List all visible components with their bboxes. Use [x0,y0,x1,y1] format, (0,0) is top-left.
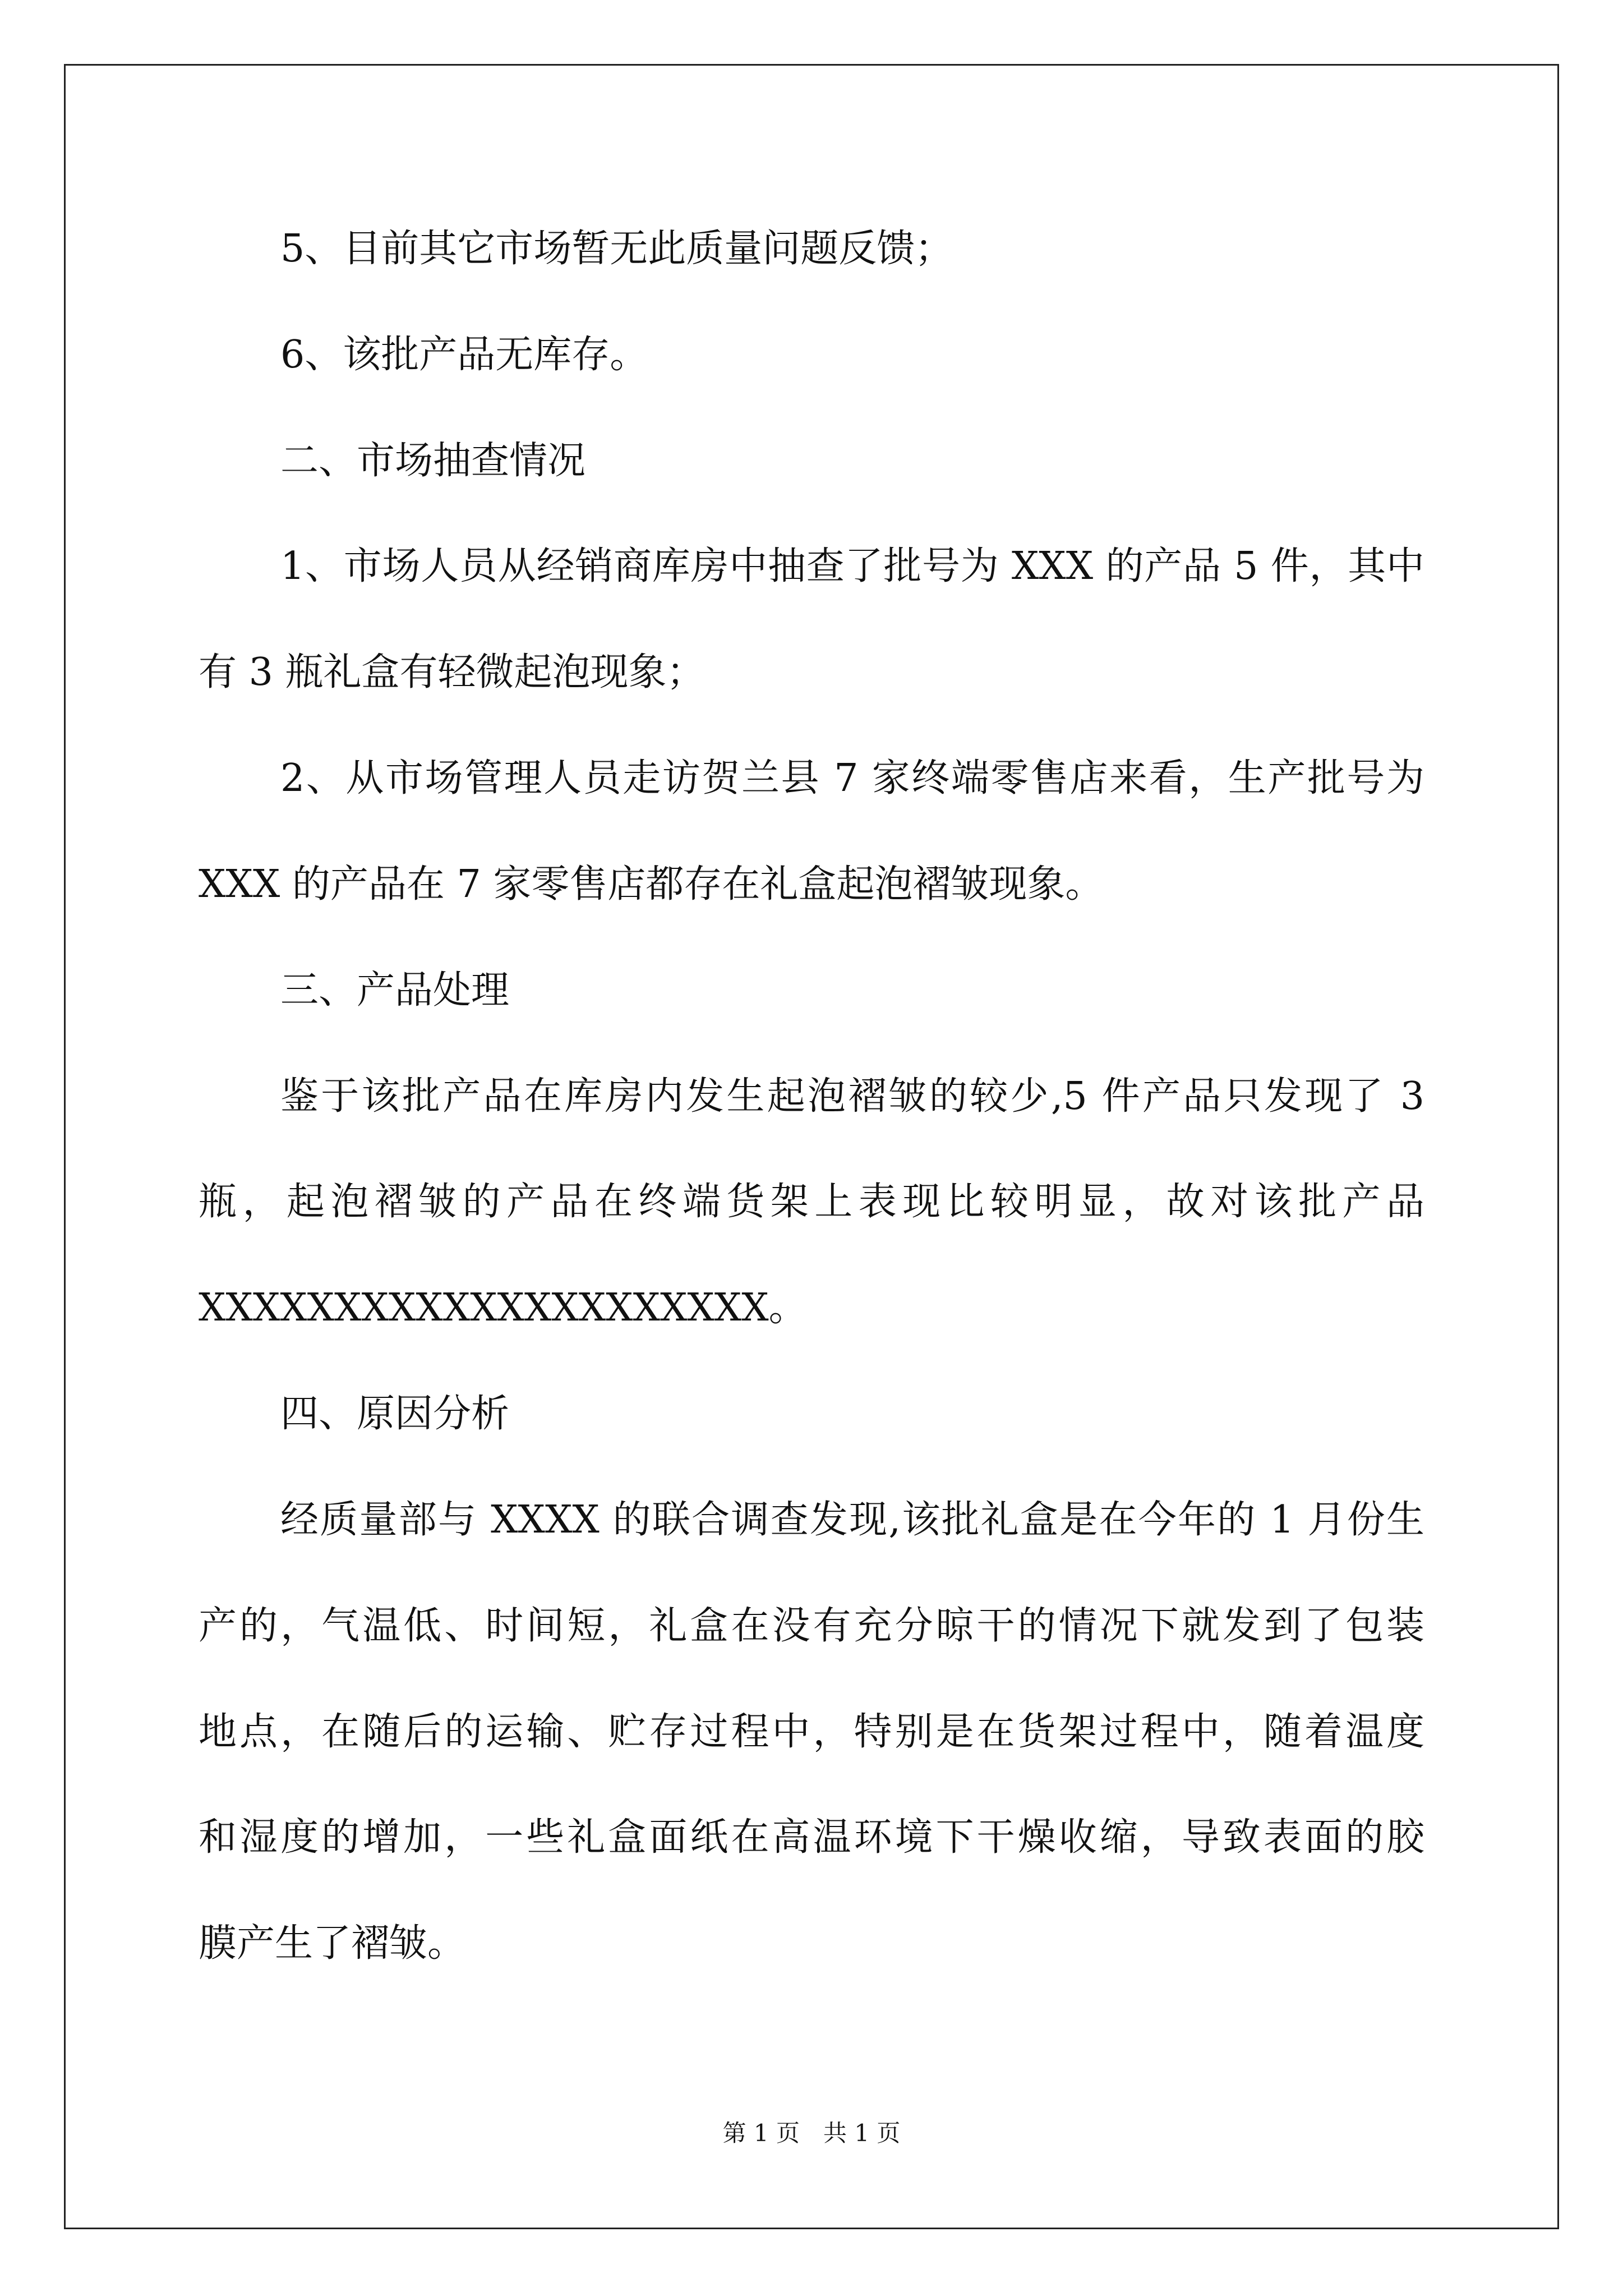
text-line: 经质量部与 XXXX 的联合调查发现,该批礼盒是在今年的 1 月份生 [280,1498,1424,1542]
text-line: 瓶，起泡褶皱的产品在终端货架上表现比较明显，故对该批产品 [199,1180,1424,1224]
section-heading: 二、市场抽查情况 [280,439,586,483]
text-line: 和湿度的增加，一些礼盒面纸在高温环境下干燥收缩，导致表面的胶 [199,1815,1424,1860]
text-line: 1、市场人员从经销商库房中抽查了批号为 XXX 的产品 5 件，其中 [280,544,1424,588]
text-line: 2、从市场管理人员走访贺兰县 7 家终端零售店来看，生产批号为 [280,756,1424,800]
text-line: 地点，在随后的运输、贮存过程中，特别是在货架过程中，随着温度 [199,1710,1424,1754]
page-footer: 第 1 页 共 1 页 [722,2119,901,2147]
text-line: 膜产生了褶皱。 [199,1921,466,1966]
text-line: XXX 的产品在 7 家零售店都存在礼盒起泡褶皱现象。 [199,862,1104,907]
text-line: 有 3 瓶礼盒有轻微起泡现象； [199,650,705,694]
section-heading: 四、原因分析 [280,1392,510,1436]
text-line: 6、该批产品无库存。 [280,333,648,377]
page-border [64,64,1559,2229]
section-heading: 三、产品处理 [280,968,510,1013]
text-line: XXXXXXXXXXXXXXXXXXXXX。 [199,1286,807,1330]
text-line: 产的，气温低、时间短，礼盒在没有充分晾干的情况下就发到了包装 [199,1604,1424,1648]
text-line: 鉴于该批产品在库房内发生起泡褶皱的较少,5 件产品只发现了 3 [280,1074,1424,1119]
text-line: 5、目前其它市场暂无此质量问题反馈； [280,227,953,271]
